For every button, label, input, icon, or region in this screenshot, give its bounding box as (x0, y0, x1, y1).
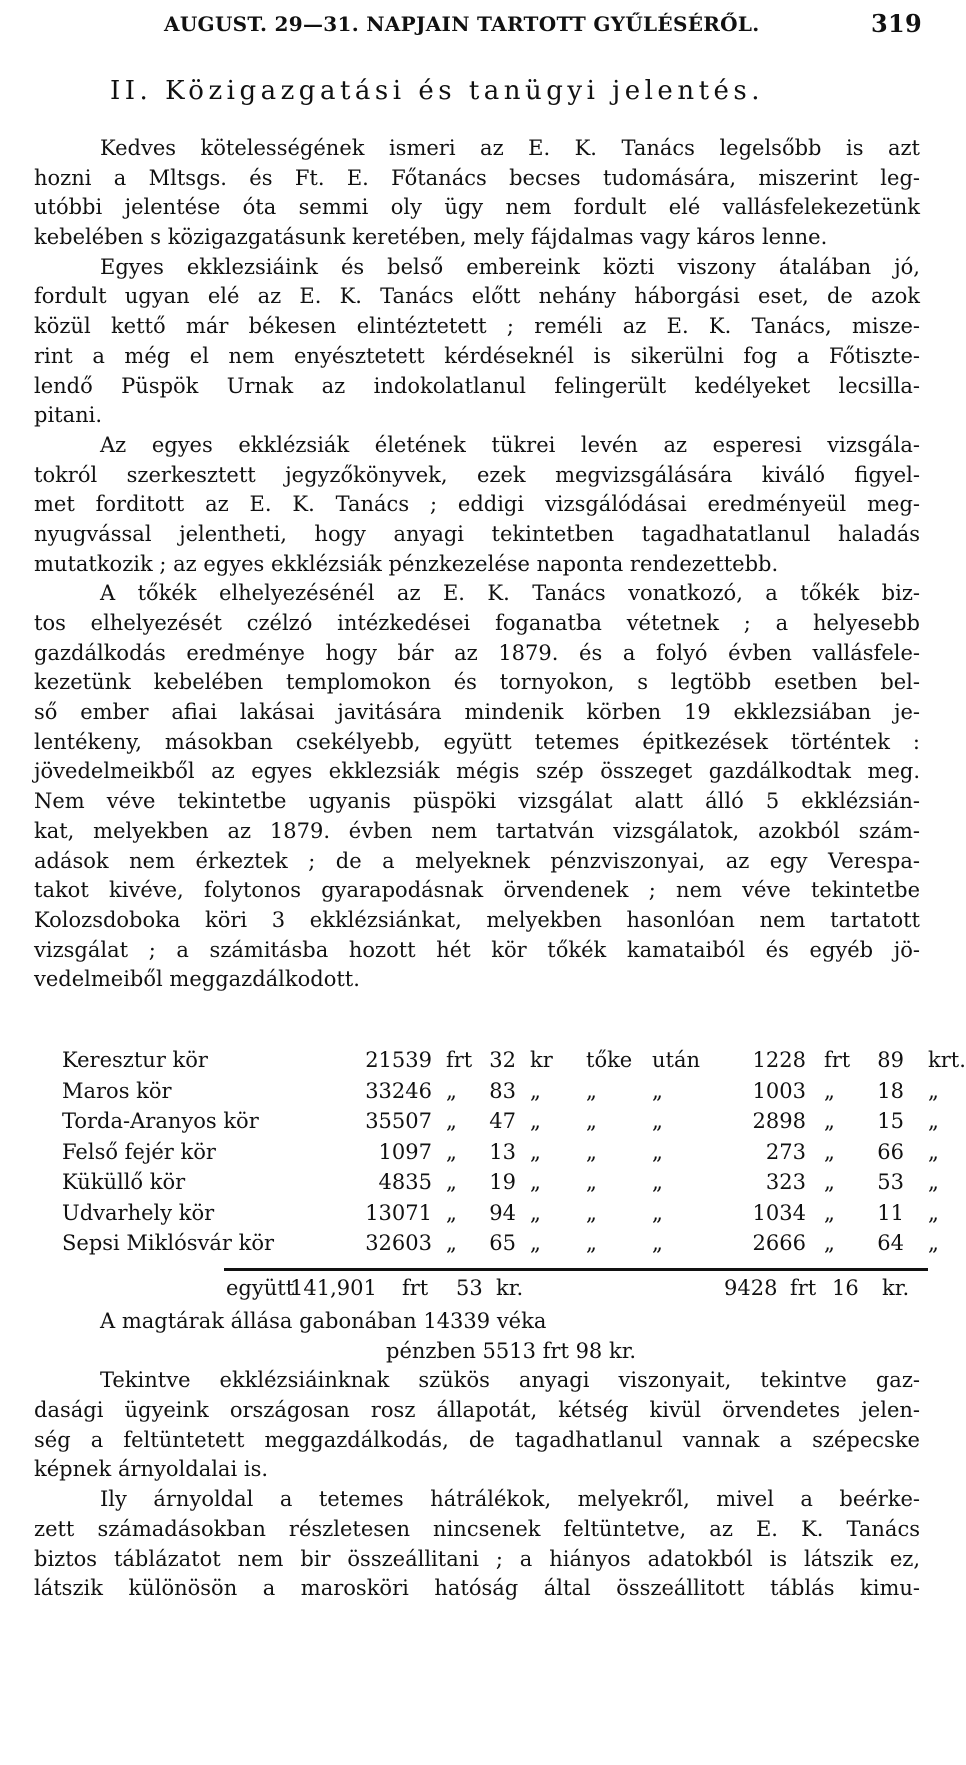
frt-unit: frt (446, 1048, 473, 1072)
interest-amount: 1228 (752, 1048, 806, 1072)
page-number: 319 (871, 9, 922, 38)
capital-amount: 21539 (365, 1048, 432, 1072)
capital-amount: 4835 (378, 1170, 432, 1194)
total-amount: 141,901 (290, 1276, 377, 1300)
text-line: vizsgálat ; a számitásba hozott hét kör tőkék kamataiból és egyéb jö- (34, 937, 920, 962)
text-line: nyugvással jelentheti, hogy anyagi tekintetben tagadhatatlanul haladás (34, 521, 920, 546)
capital-kr: 65 (489, 1231, 516, 1255)
text-line: kezetünk kebelében templomokon és tornyokon, s legtöbb esetben bel- (34, 670, 920, 695)
frt2-unit: frt (824, 1048, 851, 1072)
frt2-unit: „ (824, 1200, 835, 1225)
table-row (62, 1137, 939, 1168)
total-kr-unit: kr. (496, 1276, 524, 1300)
frt2-unit: „ (824, 1231, 835, 1255)
text-line: gazdálkodás eredménye hogy bár az 1879. és a folyó évben vallásfele- (34, 640, 920, 665)
frt-unit: „ (446, 1170, 457, 1194)
kr-unit: „ (530, 1200, 541, 1225)
capital-kr: 47 (489, 1109, 516, 1133)
text-line: Egyes ekklezsiáink és belső embereink közti viszony átalában jó, (100, 254, 920, 279)
circle-name: Torda-Aranyos kör (62, 1109, 259, 1133)
capital-kr: 13 (489, 1139, 516, 1164)
capital-kr: 83 (489, 1078, 516, 1103)
interest-kr: 11 (877, 1200, 904, 1225)
table-row (62, 1076, 939, 1107)
kr2-unit: „ (928, 1231, 939, 1255)
toke-word: „ (586, 1109, 597, 1133)
capital-amount: 1097 (378, 1139, 432, 1164)
capital-amount: 32603 (365, 1231, 432, 1255)
text-line: képnek árnyoldalai is. (34, 1457, 269, 1482)
utan-word: „ (652, 1170, 663, 1194)
utan-word: „ (652, 1078, 663, 1103)
interest-amount: 273 (765, 1139, 806, 1164)
interest-amount: 1003 (752, 1078, 806, 1103)
kr-unit: „ (530, 1139, 541, 1164)
text-line: Kedves kötelességének ismeri az E. K. Tanács legelsőbb is azt (100, 136, 920, 160)
text-line: lentékeny, másokban csekélyebb, együtt tetemes épitkezések történtek : (34, 729, 920, 754)
kr2-unit: „ (928, 1170, 939, 1194)
interest-kr: 64 (877, 1231, 904, 1255)
text-line: utóbbi jelentése óta semmi oly ügy nem fordult elé vallásfelekezetünk (34, 195, 920, 220)
text-line: hozni a Mltsgs. és Ft. E. Főtanács becses tudomására, miszerint leg- (34, 165, 920, 190)
text-line: Tekintve ekklézsiáinknak szükös anyagi viszonyait, tekintve gaz- (100, 1368, 920, 1393)
text-line: látszik különösön a marosköri hatóság által összeállitott táblás kimu- (34, 1576, 920, 1601)
kr-unit: „ (530, 1231, 541, 1255)
text-line: tokról szerkesztett jegyzőkönyvek, ezek megvizsgálására kiváló figyel- (34, 462, 920, 487)
text-line: Az egyes ekklézsiák életének tükrei levén az esperesi vizsgála- (100, 432, 920, 457)
total-kr: 53 (456, 1276, 483, 1300)
endowment-table (62, 1045, 966, 1259)
circle-name: Keresztur kör (62, 1048, 208, 1072)
text-line: közül kettő már békesen elintéztetett ; reméli az E. K. Tanács, misze- (34, 314, 920, 339)
total-kr2-unit: kr. (882, 1276, 910, 1300)
text-line: takot kivéve, folytonos gyarapodásnak örvendenek ; nem véve tekintetbe (34, 878, 920, 903)
text-line: A magtárak állása gabonában 14339 véka (100, 1309, 547, 1333)
total-kr2: 16 (832, 1276, 859, 1300)
text-line: dasági ügyeink országosan rosz állapotát, kétség kivül örvendetes jelen- (34, 1398, 920, 1423)
total-label: együtt (226, 1276, 295, 1300)
kr2-unit: „ (928, 1200, 939, 1225)
kr-unit: „ (530, 1078, 541, 1103)
kr-unit: „ (530, 1109, 541, 1133)
interest-kr: 15 (877, 1109, 904, 1133)
text-line: biztos táblázatot nem bir összeállitani ; a hiányos adatokból is látszik ez, (34, 1546, 920, 1571)
kr2-unit: „ (928, 1109, 939, 1133)
text-line: tos elhelyezését czélzó intézkedései foganatba vétetnek ; a helyesebb (34, 611, 920, 635)
toke-word: „ (586, 1231, 597, 1255)
kr2-unit: „ (928, 1139, 939, 1164)
text-line: Ily árnyoldal a tetemes hátrálékok, melyekről, mivel a beérke- (100, 1487, 920, 1512)
table-row (62, 1198, 939, 1229)
text-line: vedelmeiből meggazdálkodott. (34, 967, 360, 992)
interest-amount: 1034 (752, 1200, 806, 1225)
kr-unit: kr (530, 1048, 553, 1072)
capital-kr: 19 (489, 1170, 516, 1194)
frt-unit: „ (446, 1139, 457, 1164)
toke-word: „ (586, 1139, 597, 1164)
total-frt2-unit: frt (790, 1276, 817, 1300)
frt-unit: „ (446, 1078, 457, 1103)
toke-word: „ (586, 1170, 597, 1194)
interest-amount: 2666 (752, 1231, 806, 1255)
kr2-unit: krt. (928, 1048, 966, 1072)
text-line: Kolozsdoboka köri 3 ekklézsiánkat, melyekben hasonlóan nem tartatott (34, 907, 920, 932)
capital-amount: 35507 (365, 1109, 432, 1133)
interest-amount: 323 (765, 1170, 806, 1194)
circle-name: Maros kör (62, 1078, 172, 1103)
circle-name: Küküllő kör (62, 1170, 186, 1194)
text-line: lendő Püspök Urnak az indokolatlanul felingerült kedélyeket lecsilla- (34, 373, 920, 398)
text-line: Nem véve tekintetbe ugyanis püspöki vizsgálat alatt álló 5 ekklézsián- (34, 789, 920, 814)
interest-kr: 66 (877, 1139, 904, 1164)
circle-name: Felső fejér kör (62, 1139, 216, 1164)
kr-unit: „ (530, 1170, 541, 1194)
text-line: kebelében s közigazgatásunk keretében, mely fájdalmas vagy káros lenne. (34, 225, 828, 250)
kr2-unit: „ (928, 1078, 939, 1103)
interest-kr: 18 (877, 1078, 904, 1103)
table-total-row (0, 1272, 960, 1304)
interest-kr: 89 (877, 1048, 904, 1072)
frt2-unit: „ (824, 1078, 835, 1103)
text-line: jövedelmeikből az egyes ekklezsiák mégis szép összeget gazdálkodtak meg. (34, 759, 920, 784)
report-paragraphs (34, 134, 920, 995)
text-line: fordult ugyan elé az E. K. Tanács előtt nehány háborgási eset, de azok (34, 284, 920, 309)
table-row (62, 1045, 966, 1076)
circle-name: Udvarhely kör (62, 1200, 215, 1225)
frt2-unit: „ (824, 1139, 835, 1164)
capital-amount: 33246 (365, 1078, 432, 1103)
total-sum: 9428 (724, 1276, 778, 1300)
interest-kr: 53 (877, 1170, 904, 1194)
running-head-title: AUGUST. 29—31. NAPJAIN TARTOTT GYŰLÉSÉRŐL. (164, 12, 760, 36)
circle-name: Sepsi Miklósvár kör (62, 1231, 275, 1255)
text-line: pénzben 5513 frt 98 kr. (386, 1338, 637, 1363)
toke-word: tőke (586, 1048, 633, 1072)
closing-paragraphs (34, 1307, 920, 1604)
text-line: ség a feltüntetett meggazdálkodás, de tagadhatlanul vannak a szépecske (34, 1427, 920, 1452)
frt2-unit: „ (824, 1109, 835, 1133)
frt-unit: „ (446, 1231, 457, 1255)
table-row (62, 1106, 939, 1137)
frt-unit: „ (446, 1200, 457, 1225)
section-title: II. Közigazgatási és tanügyi jelentés. (110, 76, 765, 106)
interest-amount: 2898 (752, 1109, 806, 1133)
text-line: mutatkozik ; az egyes ekklézsiák pénzkezelése naponta rendezettebb. (34, 551, 779, 576)
table-row (62, 1228, 939, 1259)
frt2-unit: „ (824, 1170, 835, 1194)
table-row (62, 1167, 939, 1198)
capital-kr: 94 (489, 1200, 516, 1225)
text-line: rint a még el nem enyésztetett kérdéseknél is sikerülni fog a Főtiszte- (34, 343, 920, 368)
text-line: pitani. (34, 403, 103, 428)
frt-unit: „ (446, 1109, 457, 1133)
utan-word: „ (652, 1109, 663, 1133)
text-line: met forditott az E. K. Tanács ; eddigi vizsgálódásai eredményeül meg- (34, 492, 920, 517)
capital-amount: 13071 (365, 1200, 432, 1225)
utan-word: „ (652, 1231, 663, 1255)
text-line: adások nem érkeztek ; de a melyeknek pénzviszonyai, az egy Verespa- (34, 848, 920, 873)
utan-word: „ (652, 1200, 663, 1225)
toke-word: „ (586, 1078, 597, 1103)
utan-word: után (652, 1048, 701, 1072)
toke-word: „ (586, 1200, 597, 1225)
capital-kr: 32 (489, 1048, 516, 1072)
running-head (164, 6, 922, 42)
utan-word: „ (652, 1139, 663, 1164)
table-total-rule (224, 1268, 928, 1271)
total-frt-unit: frt (402, 1276, 429, 1300)
text-line: ső ember afiai lakásai javitására mindenik körben 19 ekklezsiában je- (34, 700, 920, 725)
text-line: zett számadásokban részletesen nincsenek feltüntetve, az E. K. Tanács (34, 1516, 920, 1541)
text-line: A tőkék elhelyezésénél az E. K. Tanács vonatkozó, a tőkék biz- (100, 581, 920, 606)
text-line: kat, melyekben az 1879. évben nem tartatván vizsgálatok, azokból szám- (34, 818, 920, 843)
